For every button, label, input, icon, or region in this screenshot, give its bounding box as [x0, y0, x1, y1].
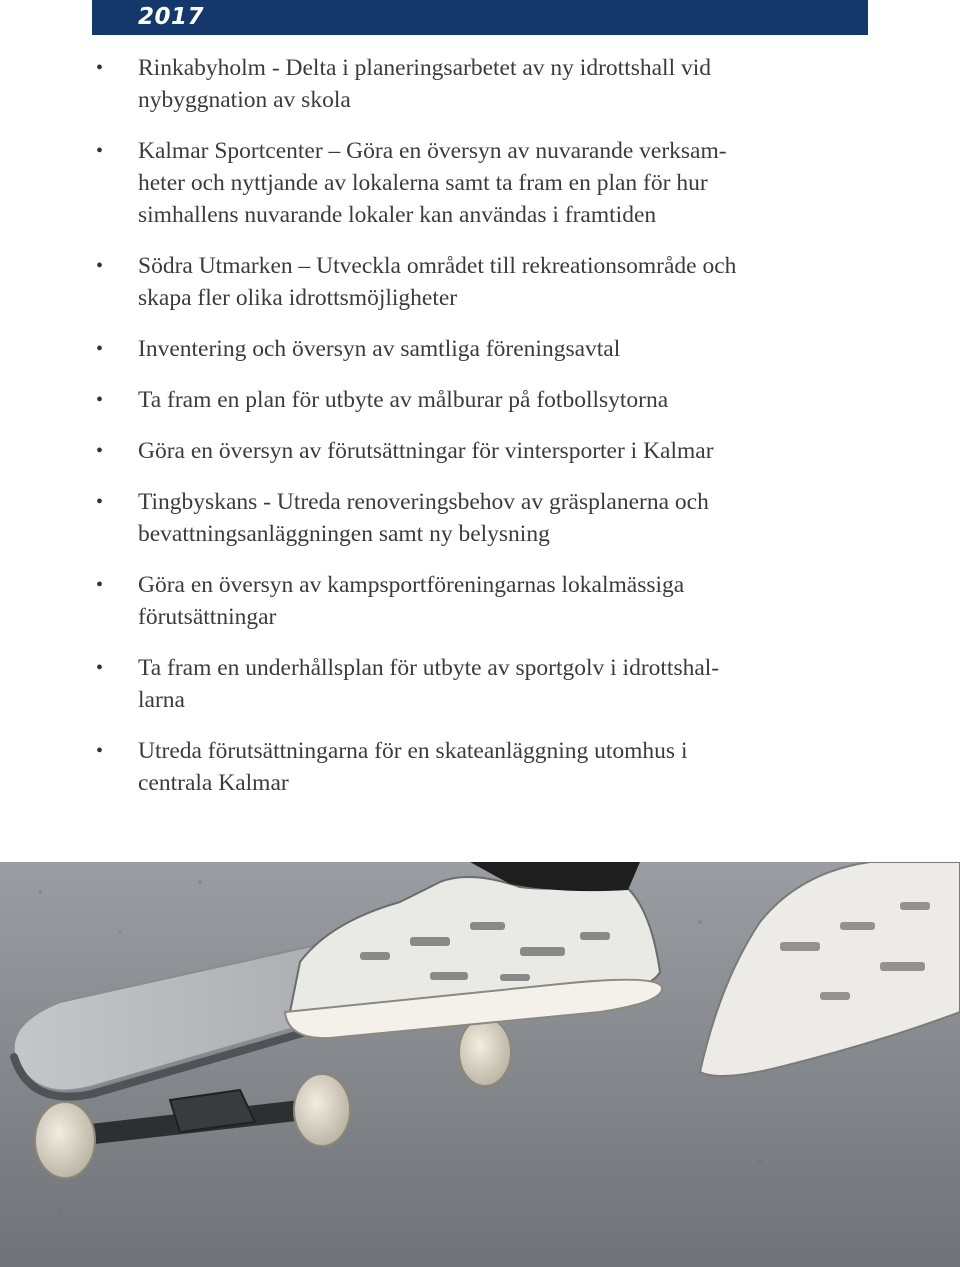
list-item	[96, 333, 856, 365]
list-item-text: Rinkabyholm - Delta i planeringsarbetet av ny idrottshall vid nybyggnation av skola	[138, 55, 712, 113]
rear-wheel	[459, 1018, 511, 1086]
bullet-icon: •	[96, 389, 104, 411]
list-item-text: Ta fram en plan för utbyte av målburar på fotbollsytorna	[138, 387, 669, 413]
list-item-text: Södra Utmarken – Utveckla området till rekreationsområde och skapa fler olika idrottsmöjligheter	[138, 253, 737, 311]
year-header-band	[92, 0, 868, 35]
list-item-text: Ta fram en underhållsplan för utbyte av sportgolv i idrottshal- larna	[138, 655, 720, 713]
bullet-icon: •	[96, 657, 104, 679]
bullet-icon: •	[96, 440, 104, 462]
list-item-text: Inventering och översyn av samtliga föreningsavtal	[138, 336, 621, 362]
list-item	[96, 435, 856, 467]
front-right-wheel	[294, 1074, 350, 1146]
list-item-text: Göra en översyn av kampsportföreningarnas lokalmässiga förutsättningar	[138, 572, 685, 630]
list-item-text: Kalmar Sportcenter – Göra en översyn av nuvarande verksam- heter och nyttjande av lokalerna samt ta fram en plan för hur simhallens nuvarande lokaler kan användas i framtiden	[138, 138, 727, 228]
bullet-icon: •	[96, 255, 104, 277]
bullet-icon: •	[96, 57, 104, 79]
list-item-text: Göra en översyn av förutsättningar för vintersporter i Kalmar	[138, 438, 714, 464]
list-item-text: Tingbyskans - Utreda renoveringsbehov av gräsplanerna och bevattningsanläggningen samt ny belysning	[138, 489, 709, 547]
list-item-text: Utreda förutsättningarna för en skateanläggning utomhus i centrala Kalmar	[138, 738, 688, 796]
year-heading: 2017	[138, 4, 205, 30]
list-item	[96, 486, 856, 550]
list-item	[96, 52, 856, 116]
list-item	[96, 735, 856, 799]
bullet-icon: •	[96, 338, 104, 360]
bullet-icon: •	[96, 740, 104, 762]
list-item	[96, 384, 856, 416]
front-left-wheel	[35, 1102, 95, 1178]
list-item	[96, 250, 856, 314]
list-item	[96, 569, 856, 633]
bullet-icon: •	[96, 574, 104, 596]
goals-bullet-list	[96, 52, 856, 818]
list-item	[96, 135, 856, 231]
bullet-icon: •	[96, 140, 104, 162]
skateboard-photo	[0, 862, 960, 1267]
bullet-icon: •	[96, 491, 104, 513]
list-item	[96, 652, 856, 716]
